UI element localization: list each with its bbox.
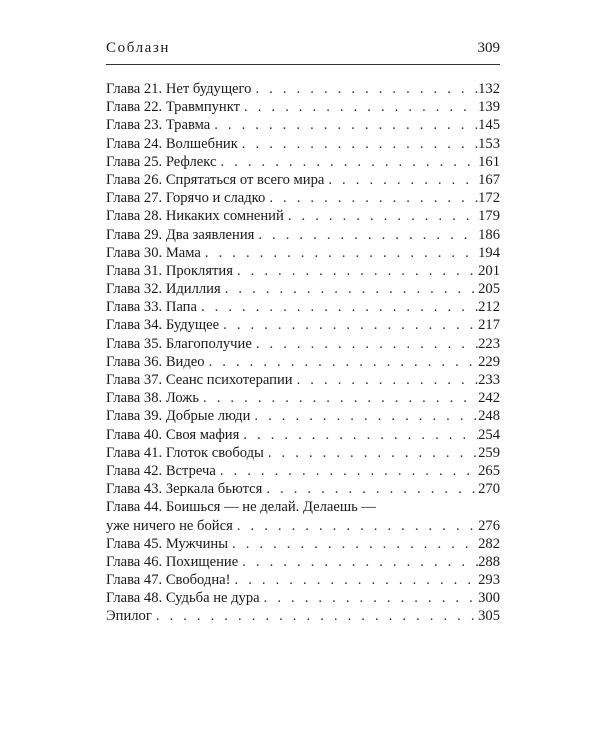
toc-entry bbox=[106, 316, 500, 334]
toc-entry-title: Глава 35. Благополучие bbox=[106, 335, 252, 352]
toc-entry bbox=[106, 298, 500, 316]
toc-entry bbox=[106, 480, 500, 498]
toc-entry-title-line1: Глава 44. Боишься — не делай. Делаешь — bbox=[106, 499, 376, 516]
toc-entry bbox=[106, 426, 500, 444]
toc-entry-page: 300 bbox=[478, 590, 500, 607]
toc-entry-page: 172 bbox=[478, 190, 500, 207]
dot-leader bbox=[328, 171, 478, 189]
toc-entry-title: Глава 23. Травма bbox=[106, 117, 211, 134]
toc-entry-page: 194 bbox=[478, 244, 500, 261]
toc-entry-page: 288 bbox=[478, 553, 500, 570]
dot-leader bbox=[242, 135, 478, 153]
toc-entry-title: Глава 32. Идиллия bbox=[106, 281, 221, 298]
toc-entry-title: Глава 40. Своя мафия bbox=[106, 426, 240, 443]
toc-entry-title: Глава 47. Свободна! bbox=[106, 572, 231, 589]
toc-entry-page: 270 bbox=[478, 481, 500, 498]
toc-entry-page: 293 bbox=[478, 572, 500, 589]
toc-entry-page: 254 bbox=[478, 426, 500, 443]
toc-entry-page: 305 bbox=[478, 608, 500, 625]
toc-entry-title: Глава 30. Мама bbox=[106, 244, 201, 261]
toc-entry-page: 248 bbox=[478, 408, 500, 425]
toc-entry-page: 229 bbox=[478, 353, 500, 370]
dot-leader bbox=[225, 280, 478, 298]
toc-entry-page: 205 bbox=[478, 281, 500, 298]
toc-entry-page: 259 bbox=[478, 444, 500, 461]
toc-entry-page: 145 bbox=[478, 117, 500, 134]
toc-entry bbox=[106, 226, 500, 244]
dot-leader bbox=[232, 535, 478, 553]
toc-entry bbox=[106, 116, 500, 134]
dot-leader bbox=[223, 316, 478, 334]
toc-entry bbox=[106, 135, 500, 153]
dot-leader bbox=[242, 553, 478, 571]
toc-entry bbox=[106, 535, 500, 553]
table-of-contents bbox=[106, 80, 500, 626]
dot-leader bbox=[237, 262, 478, 280]
dot-leader bbox=[156, 607, 478, 625]
toc-entry-page: 242 bbox=[478, 390, 500, 407]
dot-leader bbox=[258, 226, 478, 244]
toc-entry bbox=[106, 153, 500, 171]
dot-leader bbox=[266, 480, 478, 498]
page-header bbox=[106, 34, 500, 65]
toc-entry-page: 139 bbox=[478, 99, 500, 116]
toc-entry bbox=[106, 207, 500, 225]
toc-entry-title: Глава 34. Будущее bbox=[106, 317, 220, 334]
toc-entry bbox=[106, 353, 500, 371]
dot-leader bbox=[237, 517, 478, 535]
toc-entry-page: 186 bbox=[478, 226, 500, 243]
toc-entry-title: Глава 33. Папа bbox=[106, 299, 197, 316]
running-title: Соблазн bbox=[106, 40, 171, 56]
toc-entry bbox=[106, 444, 500, 462]
dot-leader bbox=[203, 389, 478, 407]
toc-entry-title: Глава 48. Судьба не дура bbox=[106, 590, 260, 607]
toc-entry-page: 223 bbox=[478, 335, 500, 352]
toc-entry bbox=[106, 244, 500, 262]
dot-leader bbox=[288, 207, 478, 225]
toc-entry-title: Глава 25. Рефлекс bbox=[106, 153, 217, 170]
toc-entry bbox=[106, 280, 500, 298]
toc-entry bbox=[106, 371, 500, 389]
toc-entry-title: Глава 38. Ложь bbox=[106, 390, 200, 407]
dot-leader bbox=[269, 189, 478, 207]
toc-entry-page: 212 bbox=[478, 299, 500, 316]
toc-entry bbox=[106, 389, 500, 407]
toc-entry-title: Глава 37. Сеанс психотерапии bbox=[106, 372, 293, 388]
toc-entry-page: 167 bbox=[478, 171, 500, 188]
toc-entry-title: Глава 43. Зеркала бьются bbox=[106, 481, 263, 498]
toc-entry-title: Эпилог bbox=[106, 608, 152, 625]
dot-leader bbox=[220, 153, 478, 171]
dot-leader bbox=[297, 371, 479, 389]
toc-entry-first-line bbox=[106, 498, 500, 516]
toc-entry-title: Глава 28. Никаких сомнений bbox=[106, 208, 284, 225]
dot-leader bbox=[205, 244, 478, 262]
toc-entry bbox=[106, 189, 500, 207]
toc-entry-page: 265 bbox=[478, 462, 500, 479]
dot-leader bbox=[254, 407, 478, 425]
toc-entry-page: 282 bbox=[478, 535, 500, 552]
toc-entry-title: Глава 29. Два заявления bbox=[106, 226, 255, 243]
toc-entry-title: Глава 36. Видео bbox=[106, 353, 205, 370]
toc-entry-page: 276 bbox=[478, 517, 500, 534]
toc-entry-title: Глава 39. Добрые люди bbox=[106, 408, 251, 425]
toc-entry-title: Глава 42. Встреча bbox=[106, 462, 216, 479]
toc-entry-page: 179 bbox=[478, 208, 500, 225]
toc-entry-title: Глава 21. Нет будущего bbox=[106, 81, 252, 97]
toc-entry bbox=[106, 607, 500, 625]
toc-entry-title: Глава 31. Проклятия bbox=[106, 262, 233, 279]
toc-entry bbox=[106, 589, 500, 607]
dot-leader bbox=[243, 426, 478, 444]
toc-entry-title: Глава 46. Похищение bbox=[106, 553, 239, 570]
toc-entry bbox=[106, 98, 500, 116]
toc-entry bbox=[106, 407, 500, 425]
toc-entry-page: 233 bbox=[478, 372, 500, 388]
toc-entry-title: Глава 22. Травмпункт bbox=[106, 99, 241, 116]
toc-entry bbox=[106, 262, 500, 280]
toc-entry-page: 217 bbox=[478, 317, 500, 334]
dot-leader bbox=[235, 571, 479, 589]
dot-leader bbox=[256, 335, 478, 353]
toc-entry bbox=[106, 517, 500, 535]
toc-entry bbox=[106, 553, 500, 571]
dot-leader bbox=[209, 353, 479, 371]
dot-leader bbox=[264, 589, 478, 607]
page-number: 309 bbox=[477, 40, 500, 56]
toc-entry-title: Глава 41. Глоток свободы bbox=[106, 444, 264, 461]
toc-entry-title: Глава 26. Спрятаться от всего мира bbox=[106, 171, 325, 188]
toc-entry-page: 153 bbox=[478, 135, 500, 152]
toc-entry-title: Глава 45. Мужчины bbox=[106, 535, 229, 552]
toc-entry bbox=[106, 80, 500, 98]
toc-entry-page: 161 bbox=[478, 153, 500, 170]
toc-entry bbox=[106, 571, 500, 589]
dot-leader bbox=[201, 298, 478, 316]
dot-leader bbox=[244, 98, 478, 116]
dot-leader bbox=[255, 80, 478, 98]
dot-leader bbox=[220, 462, 478, 480]
toc-entry-page: 201 bbox=[478, 262, 500, 279]
dot-leader bbox=[268, 444, 478, 462]
dot-leader bbox=[214, 116, 478, 134]
toc-entry-title: Глава 24. Волшебник bbox=[106, 135, 238, 152]
toc-entry-title: уже ничего не бойся bbox=[106, 517, 233, 534]
toc-entry bbox=[106, 171, 500, 189]
toc-entry-page: 132 bbox=[478, 81, 500, 97]
toc-entry bbox=[106, 335, 500, 353]
toc-entry-title: Глава 27. Горячо и сладко bbox=[106, 190, 266, 207]
toc-entry bbox=[106, 462, 500, 480]
